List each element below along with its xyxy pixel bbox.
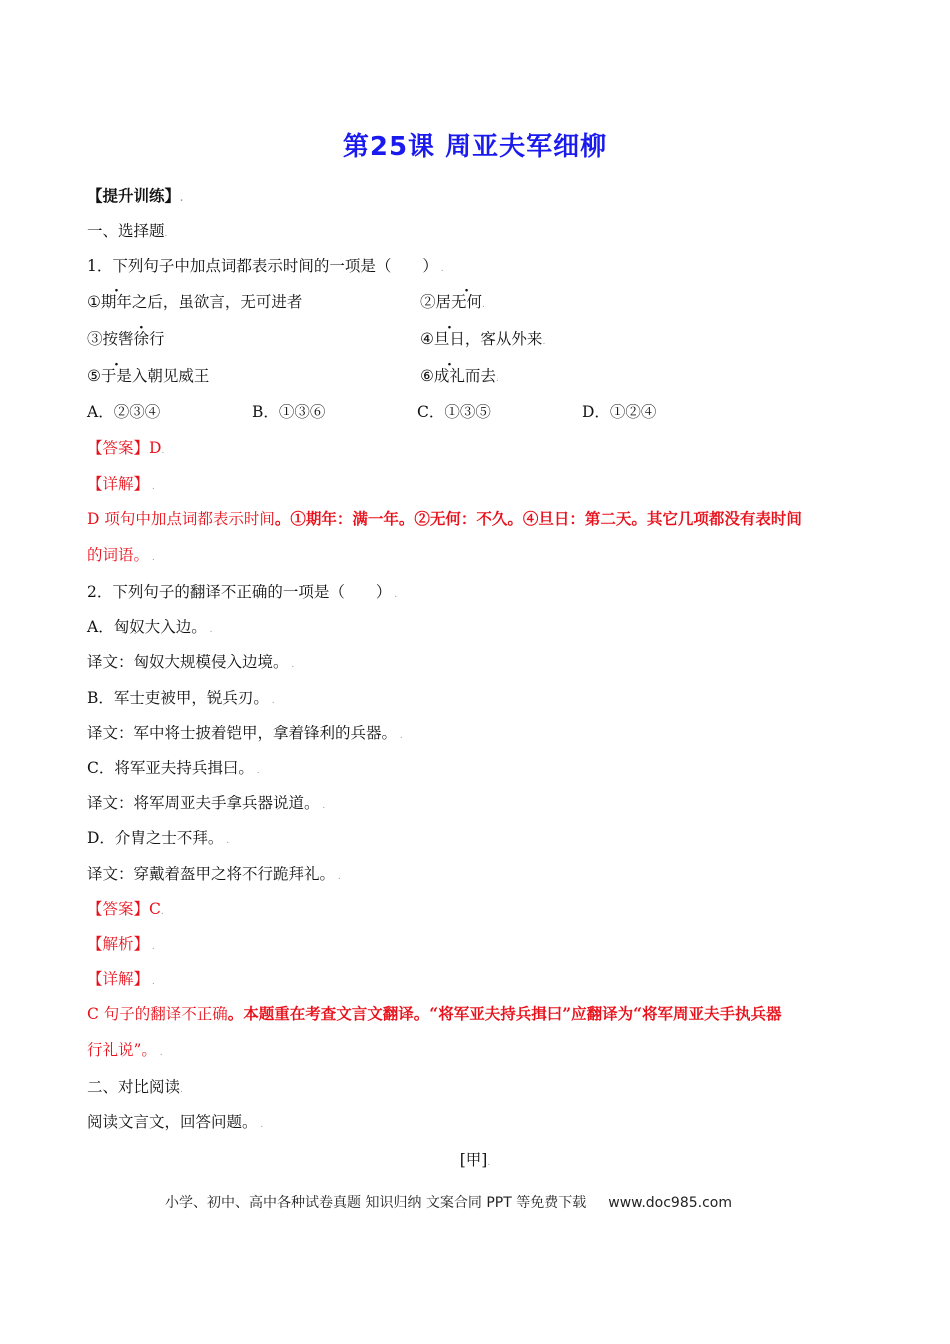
question-2-stem: 2．下列句子的翻译不正确的一项是（ ） . — [87, 583, 398, 601]
q1-item-2: ②居无何. — [420, 293, 485, 311]
q2-translation-b: 译文：军中将士披着铠甲，拿着锋利的兵器。 . — [87, 724, 403, 742]
page-footer — [165, 1192, 732, 1212]
q1-option-b: B．①③⑥ — [252, 403, 326, 421]
q1-item-6: ⑥成礼而去. — [420, 367, 499, 385]
part-one-heading: 一、选择题. — [87, 222, 168, 240]
q2-option-a: A．匈奴大入边。 . — [87, 618, 213, 636]
q1-option-d: D．①②④ — [582, 403, 657, 421]
q2-detail: C 句子的翻译不正确。本题重在考查文言文翻译。“将军亚夫持兵揖曰”应翻译为“将军周亚夫手执兵器 行礼说”。 . — [87, 1004, 782, 1059]
q2-detail-label: 【详解】 . — [87, 970, 155, 988]
q1-detail: D 项句中加点词都表示时间。①期年：满一年。②无何：不久。④旦日：第二天。其它几项都没有表时间 的词语。 . — [87, 509, 802, 564]
q1-item-5: ⑤于是入朝见威王 — [87, 367, 210, 385]
part-two-heading: 二、对比阅读. — [87, 1078, 183, 1096]
q2-option-c: C．将军亚夫持兵揖曰。 . — [87, 759, 260, 777]
q1-option-c: C．①③⑤ — [417, 403, 491, 421]
q2-translation-a: 译文：匈奴大规模侵入边境。 . — [87, 653, 295, 671]
reading-prompt: 阅读文言文，回答问题。 . — [87, 1113, 264, 1131]
q2-translation-c: 译文：将军周亚夫手拿兵器说道。 . — [87, 794, 326, 812]
page-title: 第25课 周亚夫军细柳 — [342, 132, 608, 162]
q1-detail-label: 【详解】 . — [87, 475, 155, 493]
q2-analysis-label: 【解析】 . — [87, 935, 155, 953]
section-label: 【提升训练】. — [87, 186, 184, 205]
q1-option-a: A．②③④ — [87, 403, 161, 421]
q1-answer: 【答案】D. — [87, 439, 165, 457]
q1-item-3: ③按辔徐行 — [87, 330, 165, 348]
q2-option-d: D．介胄之士不拜。 . — [87, 829, 230, 847]
q2-option-b: B．军士吏被甲，锐兵刃。 . — [87, 689, 275, 707]
q2-translation-d: 译文：穿戴着盔甲之将不行跪拜礼。 . — [87, 865, 341, 883]
footer-url[interactable]: www.doc985.com — [608, 1195, 732, 1211]
q1-item-4: ④旦日，客从外来. — [420, 330, 546, 348]
q1-item-1: ①期年之后，虽欲言，无可进者 — [87, 293, 303, 311]
footer-text: 小学、初中、高中各种试卷真题 知识归纳 文案合同 PPT 等免费下载 — [165, 1195, 587, 1211]
question-1-stem: 1．下列句子中加点词都表示时间的一项是（ ） . — [87, 257, 444, 275]
passage-label: [甲]. — [459, 1151, 491, 1169]
q2-answer: 【答案】C. — [87, 900, 164, 918]
